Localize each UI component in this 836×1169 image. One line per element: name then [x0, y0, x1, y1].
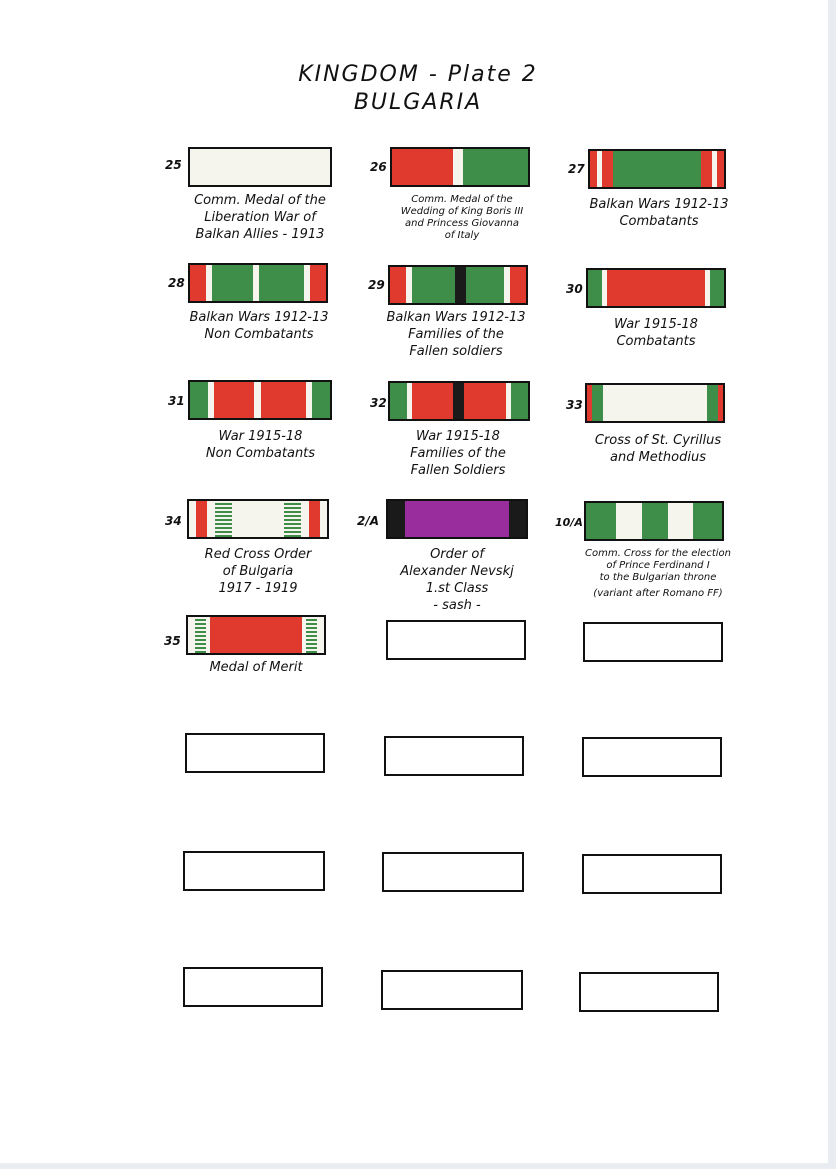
empty-ribbon-slot [183, 851, 325, 891]
ribbon-caption: Order of Alexander Nevskj 1.st Class - sash - [400, 547, 514, 613]
ribbon-number: 26 [370, 160, 387, 174]
empty-ribbon-slot [185, 733, 325, 773]
ribbon-32 [388, 381, 530, 421]
ribbon-caption: Balkan Wars 1912-13 Families of the Fallen soldiers [386, 310, 526, 359]
ribbon-caption: War 1915-18 Non Combatants [205, 429, 316, 461]
empty-ribbon-slot [382, 852, 524, 892]
empty-ribbon-slot [579, 972, 719, 1012]
ribbon-caption: Comm. Cross for the election of Prince Ferdinand I to the Bulgarian throne (variant after Romano FF) [584, 548, 731, 599]
empty-ribbon-slot [583, 622, 723, 662]
ribbon-number: 31 [168, 394, 185, 408]
ribbon-caption: Red Cross Order of Bulgaria 1917 - 1919 [204, 547, 312, 596]
ribbon-caption: War 1915-18 Combatants [614, 317, 698, 349]
page-title: KINGDOM - Plate 2 [298, 62, 538, 87]
ribbon-caption: Cross of St. Cyrillus and Methodius [594, 433, 722, 465]
ribbon-number: 10/A [555, 516, 583, 529]
empty-ribbon-slot [582, 737, 722, 777]
ribbon-34 [187, 499, 329, 539]
page-subtitle: BULGARIA [353, 90, 483, 115]
ribbon-caption: Balkan Wars 1912-13 Non Combatants [189, 310, 329, 342]
ribbon-caption: Balkan Wars 1912-13 Combatants [589, 197, 729, 229]
ribbon-35 [186, 615, 326, 655]
ribbon-25 [188, 147, 332, 187]
ribbon-number: 27 [568, 162, 585, 176]
empty-ribbon-slot [183, 967, 323, 1007]
ribbon-number: 32 [370, 396, 387, 410]
ribbon-caption: Medal of Merit [209, 660, 303, 675]
page-edge-bottom [0, 1163, 836, 1169]
ribbon-30 [586, 268, 726, 308]
ribbon-10a [584, 501, 724, 541]
ribbon-29 [388, 265, 528, 305]
ribbon-28 [188, 263, 328, 303]
ribbon-number: 30 [566, 282, 583, 296]
ribbon-27 [588, 149, 726, 189]
empty-ribbon-slot [381, 970, 523, 1010]
ribbon-number: 29 [368, 278, 385, 292]
ribbon-number: 25 [165, 158, 182, 172]
page-edge-right [828, 0, 836, 1169]
empty-ribbon-slot [386, 620, 526, 660]
ribbon-number: 35 [164, 634, 181, 648]
ribbon-31 [188, 380, 332, 420]
ribbon-number: 2/A [357, 514, 380, 528]
empty-ribbon-slot [384, 736, 524, 776]
ribbon-26 [390, 147, 530, 187]
ribbon-33 [585, 383, 725, 423]
ribbon-number: 28 [168, 276, 185, 290]
ribbon-number: 34 [165, 514, 182, 528]
ribbon-caption: Comm. Medal of the Wedding of King Boris III and Princess Giovanna of Italy [400, 194, 524, 241]
ribbon-2a [386, 499, 528, 539]
ribbon-number: 33 [566, 398, 583, 412]
empty-ribbon-slot [582, 854, 722, 894]
ribbon-caption: Comm. Medal of the Liberation War of Balkan Allies - 1913 [194, 193, 326, 242]
ribbon-caption: War 1915-18 Families of the Fallen Soldiers [410, 429, 506, 478]
